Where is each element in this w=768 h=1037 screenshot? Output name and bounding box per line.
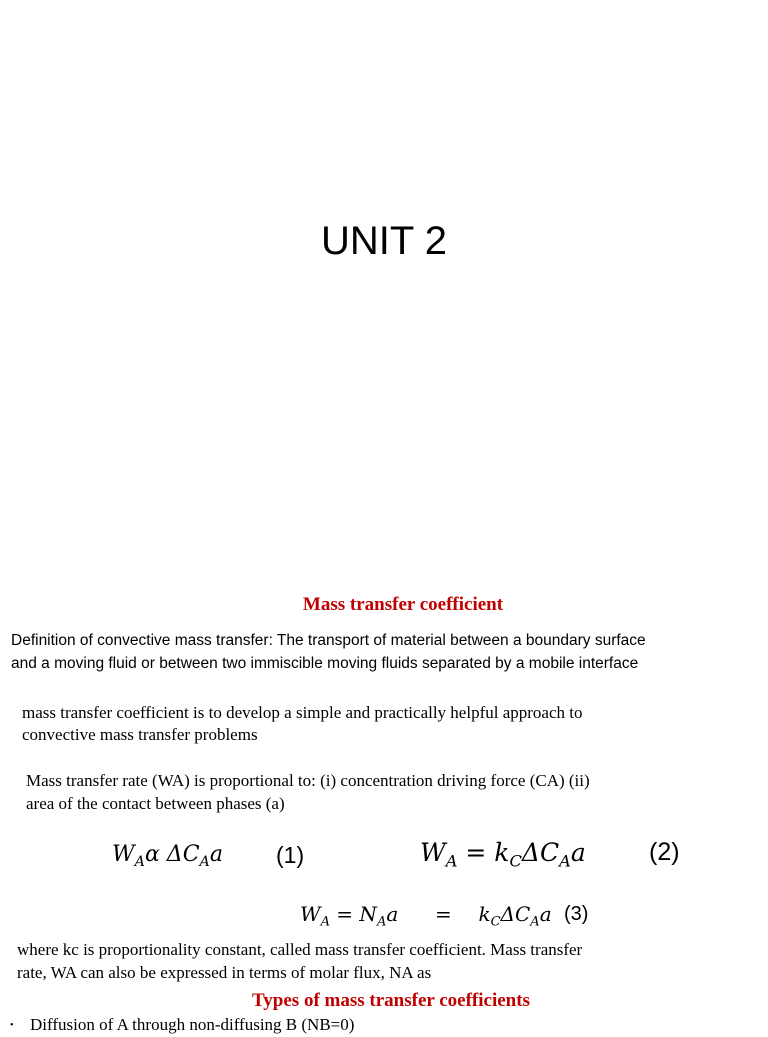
equation-1-label: (1)	[276, 842, 305, 868]
rate-line-2: area of the contact between phases (a)	[26, 794, 285, 813]
types-of-mass-transfer-coefficients-heading: Types of mass transfer coefficients	[252, 990, 530, 1011]
purpose-line-1: mass transfer coefficient is to develop a simple and practically helpful approach to	[22, 703, 583, 722]
explanation-line-2: rate, WA can also be expressed in terms of molar flux, NA as	[17, 963, 432, 982]
list-item-1	[10, 1014, 354, 1037]
rate-line-1: Mass transfer rate (WA) is proportional to: (i) concentration driving force (CA) (ii)	[26, 771, 590, 790]
equation-1: $W_A\alpha$ $\Delta C_Aa$	[112, 842, 223, 870]
equation-2-label: (2)	[649, 838, 680, 866]
bullet-icon: •	[10, 1020, 14, 1031]
list-item-1-text: Diffusion of A through non-diffusing B (NB=0)	[30, 1015, 355, 1034]
unit-title: UNIT 2	[321, 219, 447, 263]
purpose-line-2: convective mass transfer problems	[22, 725, 258, 744]
equation-3: $W_A = N_Aa = k_C\Delta C_Aa$	[300, 902, 552, 930]
explanation-line-1: where kc is proportionality constant, called mass transfer coefficient. Mass transfer	[17, 940, 583, 959]
mass-transfer-coefficient-heading: Mass transfer coefficient	[302, 594, 504, 615]
equation-2: $W_A = k_C\Delta C_Aa$	[420, 838, 586, 871]
equation-3-label: (3)	[564, 903, 589, 925]
definition-line-1: Definition of convective mass transfer: The transport of material between a boundary surface	[11, 632, 646, 649]
definition-line-2: and a moving fluid or between two immiscible moving fluids separated by a mobile interface	[11, 655, 639, 672]
